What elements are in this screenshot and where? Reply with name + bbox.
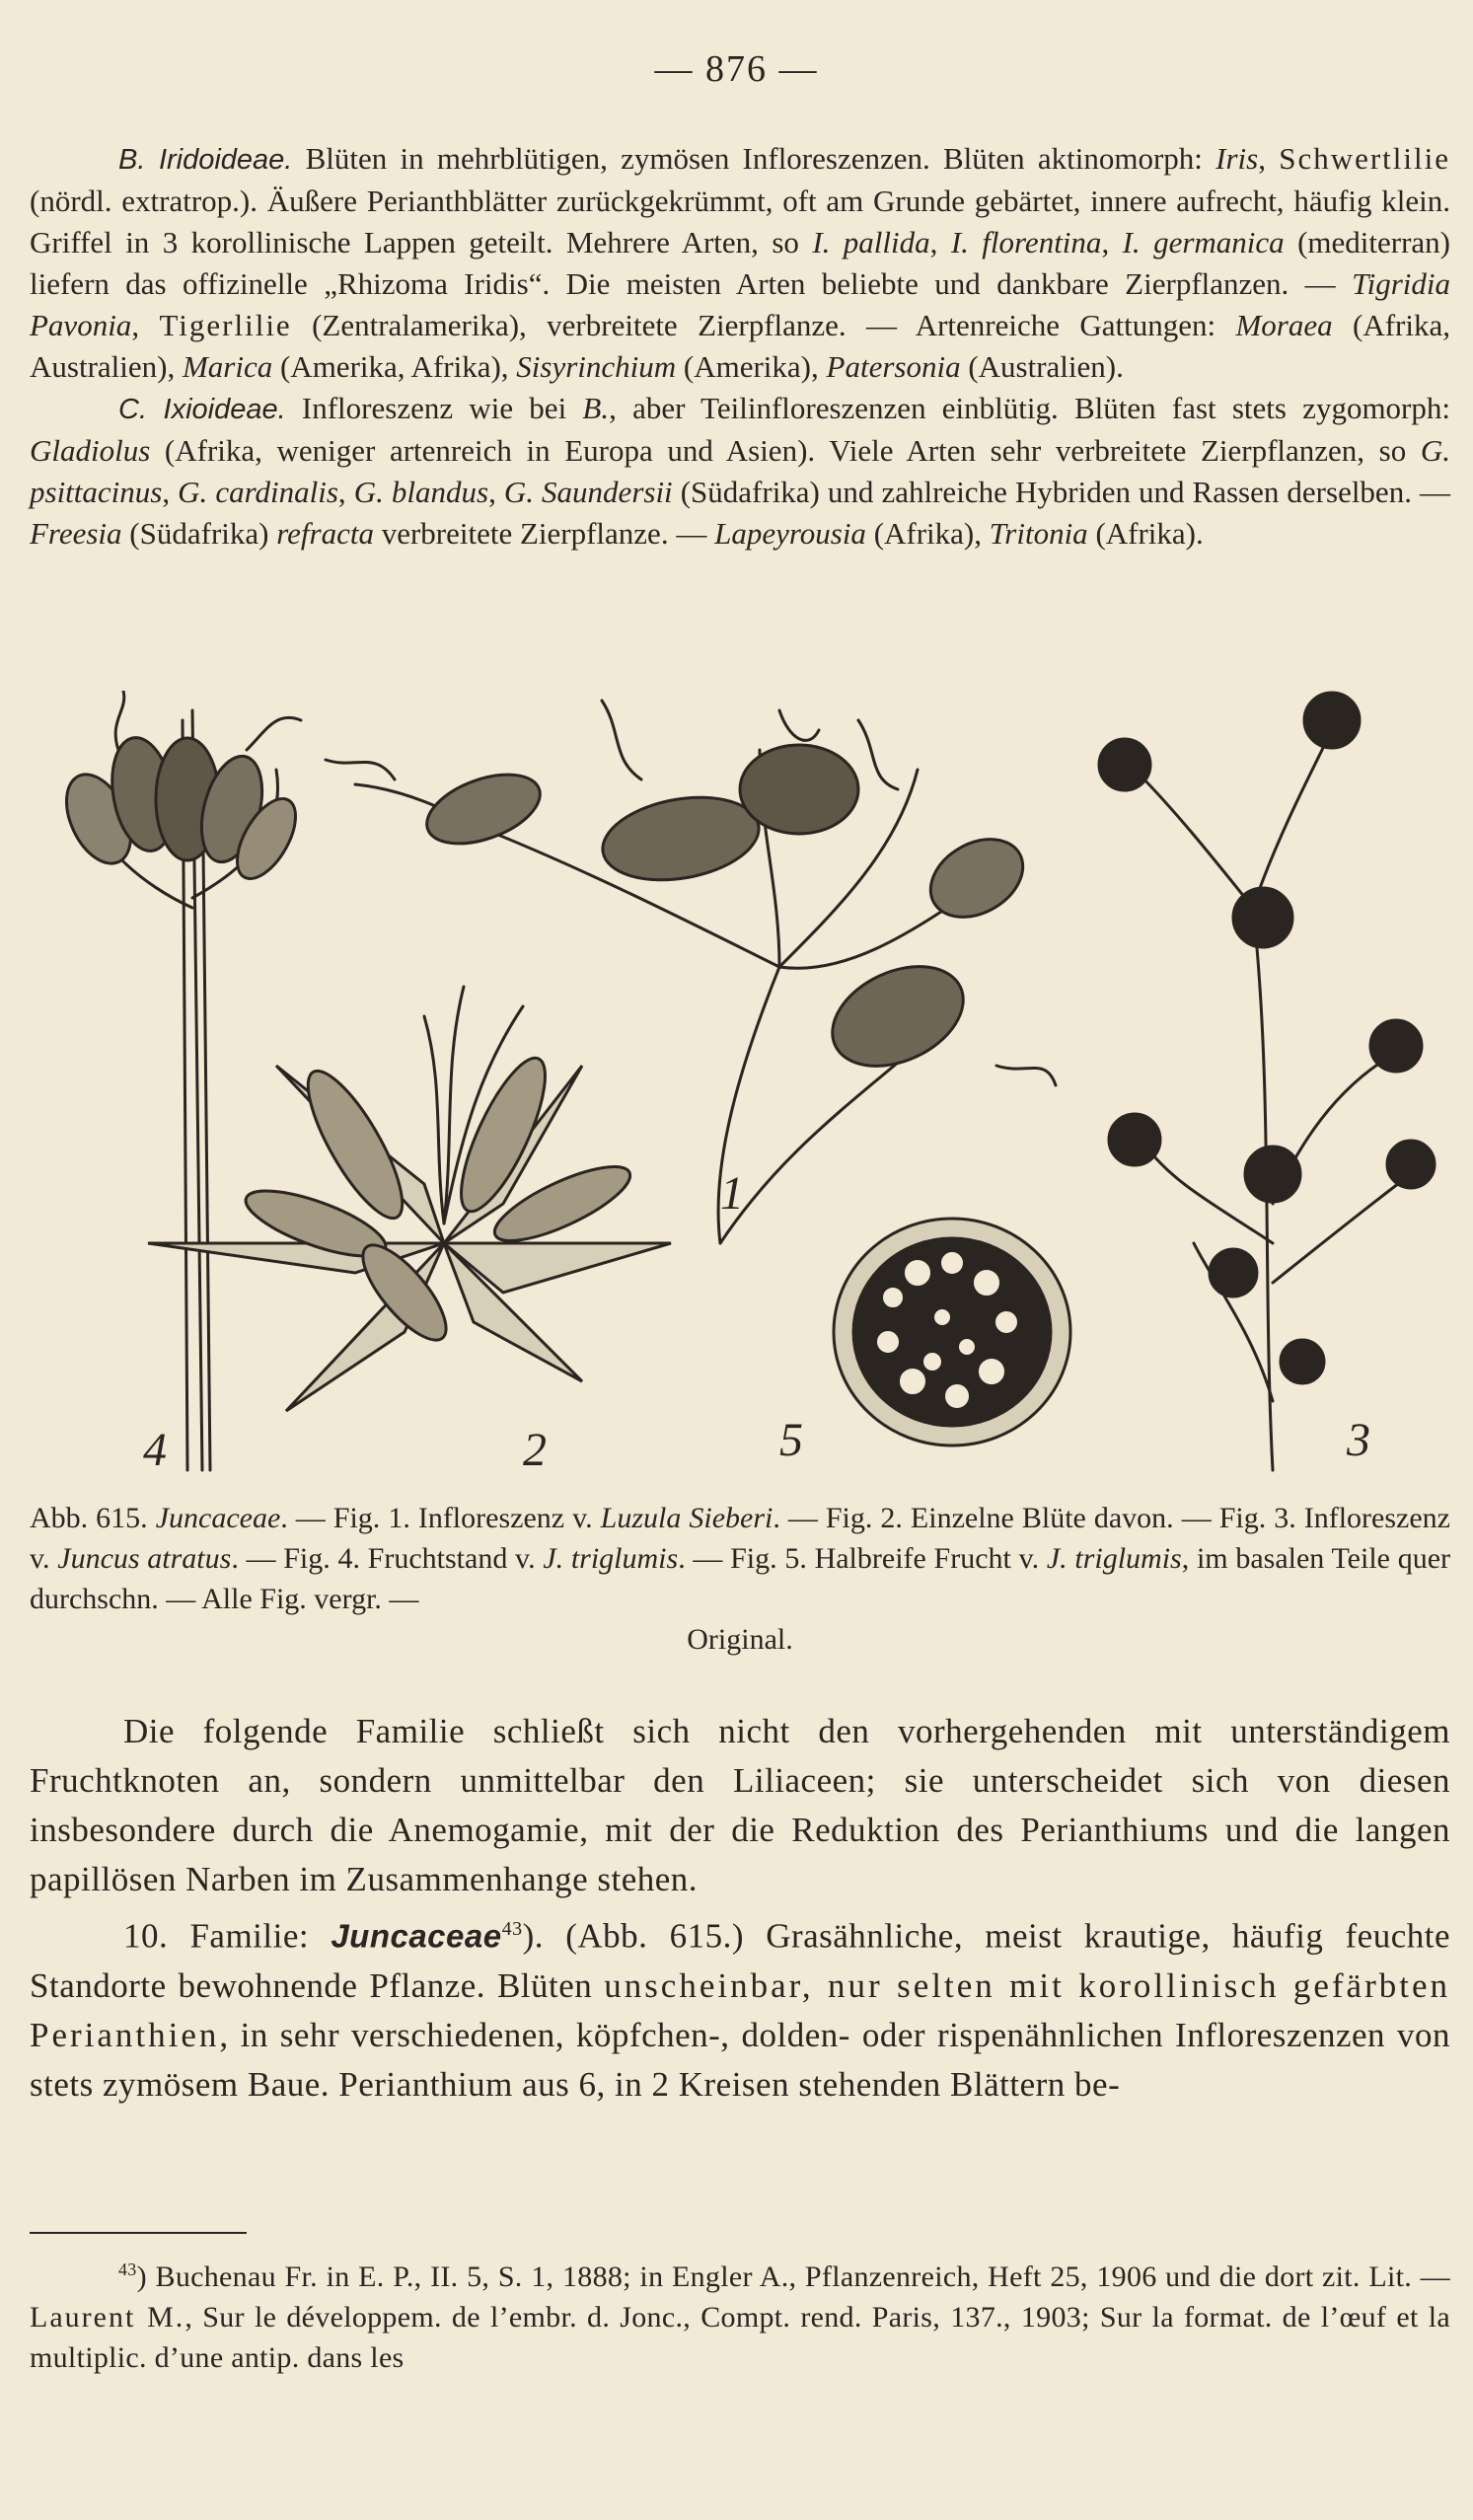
fig3-drawing [1099, 693, 1435, 1470]
section-label-ixioideae: C. Ixioideae. [118, 394, 286, 425]
fig5-drawing [834, 1219, 1070, 1445]
juncaceae-illustration [30, 691, 1450, 1480]
fig4-drawing [53, 691, 307, 1470]
body-text-block [30, 1707, 1450, 2110]
fig1-drawing [326, 701, 1056, 1243]
footnote: $^{43}$) Buchenau Fr. in E. P., II. 5, S. 1, 1888; in Engler A., Pflanzenreich, Heft 25, 1906 und die dort zit. Lit. — Laurent M., Sur le développem. de l’embr. d. Jonc., Compt. rend. Paris, 137., 1903; Sur la format. de l’œuf et la multiplic. d’une antip. dans les [30, 2260, 1450, 2374]
body-paragraph-2: 10. Familie: Juncaceae$^{43}$). (Abb. 615.) Grasähnliche, meist krautige, häufig feuchte Standorte bewohnende Pflanze. Blüten unscheinbar, nur selten mit korollinisch gefärbten Perianthien, in sehr verschiedenen, köpfchen-, dolden- oder rispenähnlichen Infloreszenzen von stets zymösem Baue. Perianthium aus 6, in 2 Kreisen stehenden Blättern be- [30, 1916, 1451, 2104]
section-label-iridoideae: B. Iridoideae. [118, 144, 293, 176]
figure-label-3: 3 [1347, 1414, 1370, 1466]
botanical-figure [30, 691, 1450, 1480]
figure-label-4: 4 [143, 1424, 167, 1476]
fig2-drawing [148, 987, 671, 1411]
footnote-rule [30, 2232, 247, 2234]
iridoideae-paragraph: B. Iridoideae. Blüten in mehrblütigen, zymösen Infloreszenzen. Blüten aktinomorph: Iris, Schwertlilie (nördl. extratrop.). Äußere Perianthblätter zurückgekrümmt, oft am Grunde gebärtet, innere aufrecht, häufig klein. Griffel in 3 korollinische Lappen geteilt. Mehrere Arten, so I. pallida, I. florentina, I. germanica (mediterran) liefern das offizinelle „Rhizoma Iridis“. Die meisten Arten beliebte und dankbare Zierpflanzen. — Tigridia Pavonia, Tigerlilie (Zentralamerika), verbreitete Zierpflanze. — Artenreiche Gattungen: Moraea (Afrika, Australien), Marica (Amerika, Afrika), Sisyrinchium (Amerika), Patersonia (Australien). [30, 141, 1451, 384]
figure-label-5: 5 [779, 1414, 803, 1466]
ixioideae-paragraph: C. Ixioideae. Infloreszenz wie bei B., aber Teilinfloreszenzen einblütig. Blüten fast stets zygomorph: Gladiolus (Afrika, weniger artenreich in Europa und Asien). Viele Arten sehr verbreitete Zierpflanzen, so G. psittacinus, G. cardinalis, G. blandus, G. Saundersii (Südafrika) und zahlreiche Hybriden und Rassen derselben. — Freesia (Südafrika) refracta verbreitete Zierpflanze. — Lapeyrousia (Afrika), Tritonia (Afrika). [30, 391, 1450, 551]
figure-label-2: 2 [523, 1424, 547, 1476]
top-text-block [30, 138, 1450, 555]
figure-label-1: 1 [720, 1167, 744, 1220]
page-number: — 876 — [654, 48, 819, 90]
body-paragraph-1: Die folgende Familie schließt sich nicht den vorhergehenden mit unterständigem Fruchtknoten an, sondern unmittelbar den Liliaceen; sie unterscheidet sich von diesen insbesondere durch die Anemogamie, mit der die Reduktion des Perianthiums und die langen papillösen Narben im Zusammenhange stehen. [30, 1712, 1450, 1898]
figure-caption: Abb. 615. Juncaceae. — Fig. 1. Infloreszenz v. Luzula Sieberi. — Fig. 2. Einzelne Blüte davon. — Fig. 3. Infloreszenz v. Juncus atratus. — Fig. 4. Fruchtstand v. J. triglumis. — Fig. 5. Halbreife Frucht v. J. triglumis, im basalen Teile quer durchschn. — Alle Fig. vergr. — Original. [30, 1502, 1451, 1656]
